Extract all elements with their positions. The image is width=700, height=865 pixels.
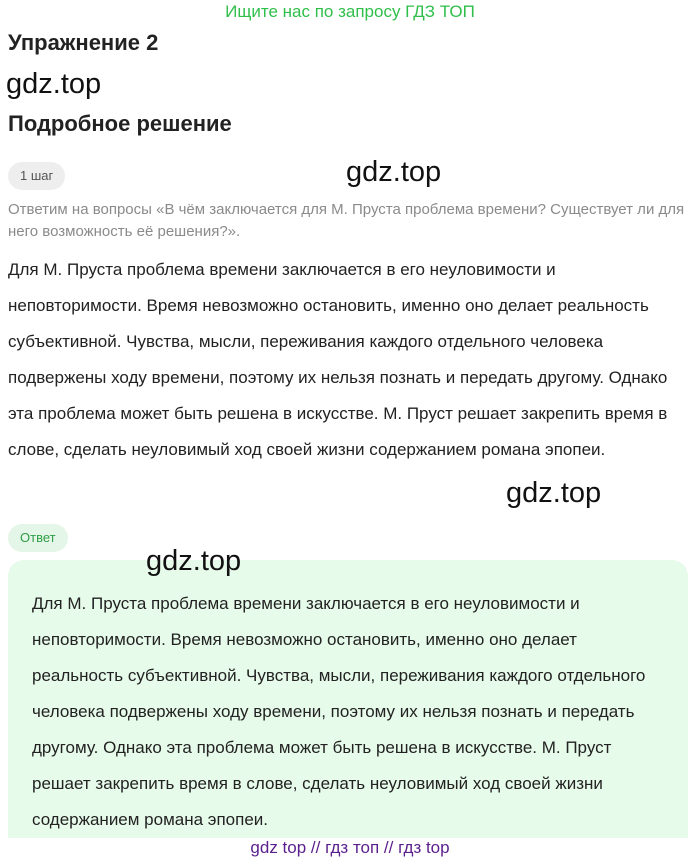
- solution-text: Для М. Пруста проблема времени заключается в его неуловимости и неповторимости. Время невозможно остановить, именно оно делает реальность субъективной. Чувства, мысли, переживания каждого отдельного человека подвержены ходу времени, поэтому их нельзя познать и передать другому. Однако эта проблема может быть решена в искусстве. М. Пруст решает закрепить время в слове, сделать неуловимый ход своей жизни содержанием романа эпопеи.: [8, 260, 668, 459]
- watermark: gdz.top: [506, 477, 602, 509]
- exercise-title: Упражнение 2: [8, 30, 159, 55]
- watermark: gdz.top: [146, 545, 242, 577]
- answer-badge: Ответ: [8, 524, 68, 552]
- answer-box: [8, 560, 688, 838]
- footer-links: gdz top // гдз топ // гдз top: [250, 838, 450, 857]
- question-text: Ответим на вопросы «В чём заключается для М. Пруста проблема времени? Существует ли для него возможность её решения?».: [8, 201, 685, 240]
- search-hint-banner: Ищите нас по запросу ГДЗ ТОП: [225, 2, 475, 21]
- watermark: gdz.top: [6, 68, 102, 100]
- answer-text: Для М. Пруста проблема времени заключается в его неуловимости и неповторимости. Время невозможно остановить, именно оно делает реальность субъективной. Чувства, мысли, переживания каждого отдельного человека подвержены ходу времени, поэтому их нельзя познать и передать другому. Однако эта проблема может быть решена в искусстве. М. Пруст решает закрепить время в слове, сделать неуловимый ход своей жизни содержанием романа эпопеи.: [32, 594, 646, 829]
- step-badge: 1 шаг: [8, 162, 65, 190]
- watermark: gdz.top: [346, 156, 442, 188]
- solution-heading: Подробное решение: [8, 111, 232, 136]
